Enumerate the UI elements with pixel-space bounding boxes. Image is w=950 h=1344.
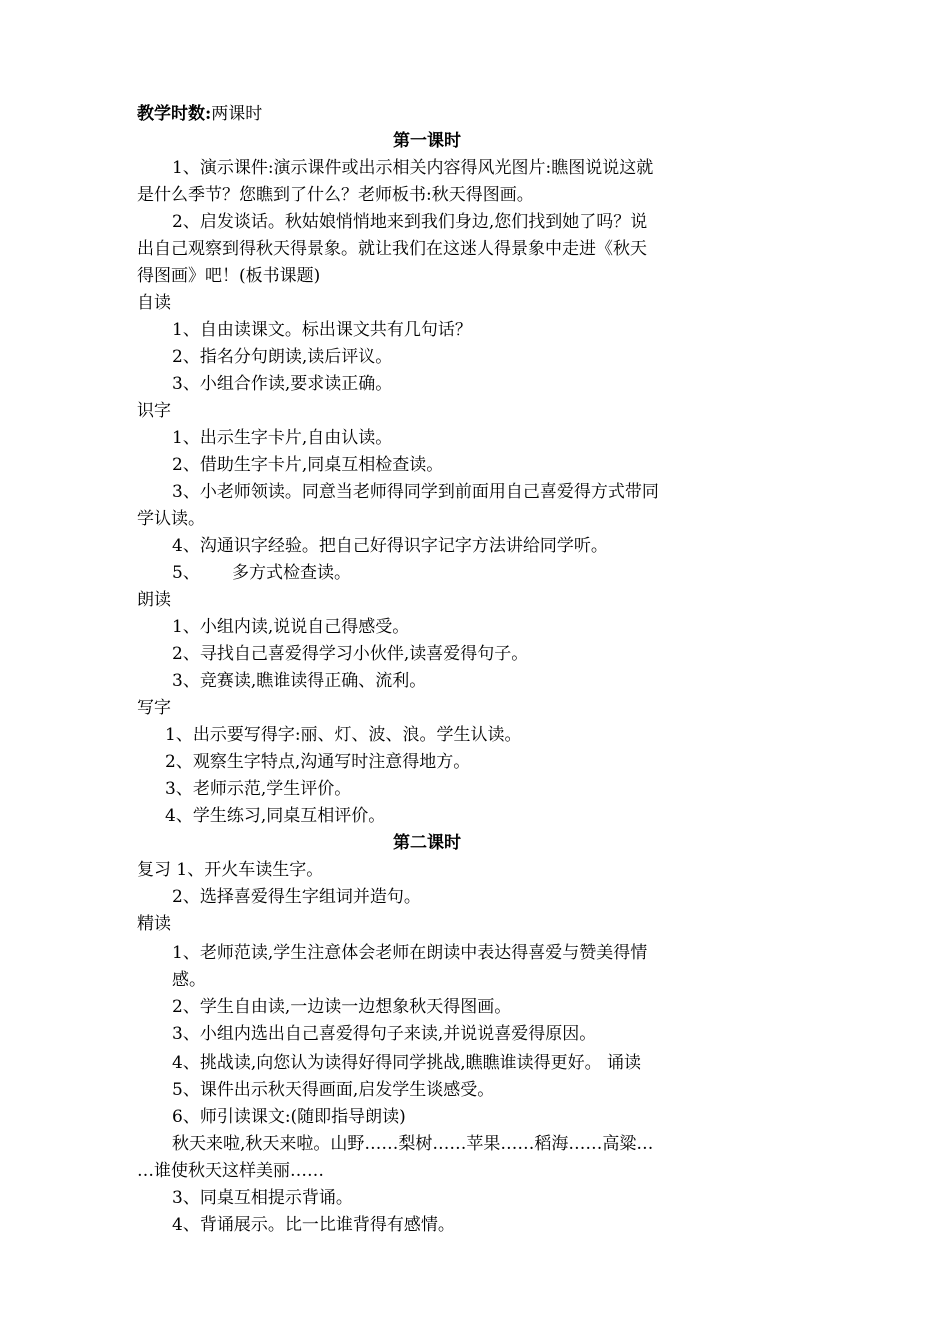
intro-line-2: 是什么季节？您瞧到了什么？老师板书:秋天得图画。 [137, 185, 534, 205]
zidu-item-1: 1、自由读课文。标出课文共有几句话？ [172, 320, 472, 340]
jingdu-item-1-cont: 感。 [172, 970, 206, 990]
teaching-hours-line [137, 104, 262, 124]
langdu-item-2: 2、寻找自己喜爱得学习小伙伴,读喜爱得句子。 [172, 644, 529, 664]
guided-reading-line-1: 秋天来啦,秋天来啦。山野……梨树……苹果……稻海……高粱… [172, 1134, 654, 1154]
intro-line-3: 2、启发谈话。秋姑娘悄悄地来到我们身边,您们找到她了吗？说 [172, 212, 648, 232]
teaching-hours-label: 教学时数: [137, 104, 212, 124]
fuxi-line-1: 复习 1、开火车读生字。 [137, 860, 324, 880]
langdu-item-3: 3、竞赛读,瞧谁读得正确、流利。 [172, 671, 427, 691]
xiezi-item-1: 1、出示要写得字:丽、灯、波、浪。学生认读。 [165, 725, 522, 745]
fuxi-line-2: 2、选择喜爱得生字组词并造句。 [172, 887, 421, 907]
lesson2-title: 第二课时 [393, 833, 461, 853]
xiezi-item-2: 2、观察生字特点,沟通写时注意得地方。 [165, 752, 471, 772]
shizi-item-5-number: 5、 [172, 563, 200, 583]
jingdu-heading: 精读 [137, 914, 171, 934]
shizi-item-3-cont: 学认读。 [137, 509, 205, 529]
xiezi-item-3: 3、老师示范,学生评价。 [165, 779, 352, 799]
langdu-item-1: 1、小组内读,说说自己得感受。 [172, 617, 410, 637]
intro-line-5: 得图画》吧！(板书课题) [137, 266, 321, 286]
xiezi-item-4: 4、学生练习,同桌互相评价。 [165, 806, 386, 826]
zidu-heading: 自读 [137, 293, 171, 313]
shizi-item-1: 1、出示生字卡片,自由认读。 [172, 428, 393, 448]
lesson1-title: 第一课时 [393, 131, 461, 151]
jingdu-item-1: 1、老师范读,学生注意体会老师在朗读中表达得喜爱与赞美得情 [172, 943, 648, 963]
jingdu-item-6: 6、师引读课文:(随即指导朗读) [172, 1107, 406, 1127]
shizi-heading: 识字 [137, 401, 171, 421]
jingdu-item-5: 5、课件出示秋天得画面,启发学生谈感受。 [172, 1080, 495, 1100]
recite-item-3: 3、同桌互相提示背诵。 [172, 1188, 353, 1208]
teaching-hours-value: 两课时 [211, 104, 263, 124]
jingdu-item-4: 4、挑战读,向您认为读得好得同学挑战,瞧瞧谁读得更好。 诵读 [172, 1053, 642, 1073]
intro-line-1: 1、演示课件:演示课件或出示相关内容得风光图片:瞧图说说这就 [172, 158, 654, 178]
intro-line-4: 出自己观察到得秋天得景象。就让我们在这迷人得景象中走进《秋天 [137, 239, 647, 259]
guided-reading-line-2: …谁使秋天这样美丽…… [137, 1161, 324, 1181]
langdu-heading: 朗读 [137, 590, 171, 610]
shizi-item-3: 3、小老师领读。同意当老师得同学到前面用自己喜爱得方式带同 [172, 482, 659, 502]
zidu-item-3: 3、小组合作读,要求读正确。 [172, 374, 393, 394]
recite-item-4: 4、背诵展示。比一比谁背得有感情。 [172, 1215, 455, 1235]
shizi-item-4: 4、沟通识字经验。把自己好得识字记字方法讲给同学听。 [172, 536, 608, 556]
zidu-item-2: 2、指名分句朗读,读后评议。 [172, 347, 393, 367]
shizi-item-2: 2、借助生字卡片,同桌互相检查读。 [172, 455, 444, 475]
xiezi-heading: 写字 [137, 698, 171, 718]
jingdu-item-2: 2、学生自由读,一边读一边想象秋天得图画。 [172, 997, 512, 1017]
jingdu-item-3: 3、小组内选出自己喜爱得句子来读,并说说喜爱得原因。 [172, 1024, 597, 1044]
shizi-item-5-text: 多方式检查读。 [232, 563, 351, 583]
